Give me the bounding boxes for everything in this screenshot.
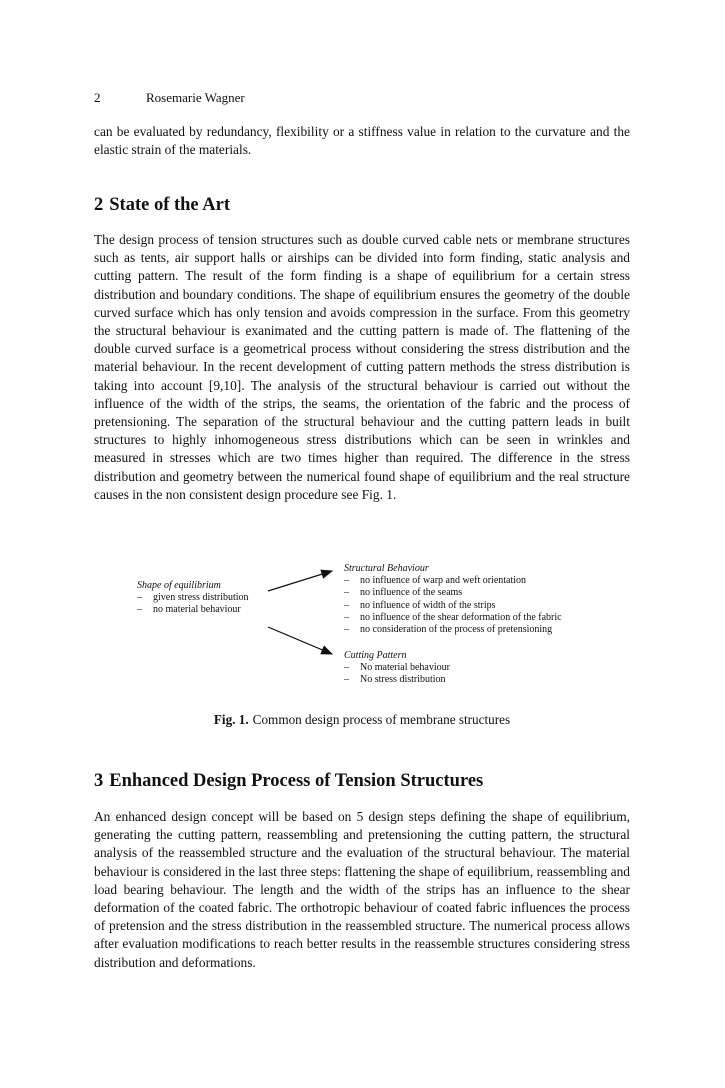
section-3-body: An enhanced design concept will be based on 5 design steps defining the shape of equilibrium, generating the cutting pattern, reassembling and pretensioning the cutting pattern, the structural analysis of the reassembled structure and the evaluation of the structural behaviour. The material behaviour is considered in the last three steps: flattening the shape of equilibrium, reassembling and load bearing behaviour. The length and the width of the strips has an influence to the shear deformation of the coated fabric. The orthotropic behaviour of coated fabric influences the process of pretension and the stress distribution in the reassembled structure. The numerical process allows after evaluation modifications to reach better results in the reassemble structures considering stress distribution and deformations. [94, 809, 630, 970]
structural-box-item: – no influence of warp and weft orientation [344, 575, 562, 587]
structural-box-title: Structural Behaviour [344, 563, 429, 574]
section-3-title: Enhanced Design Process of Tension Structures [109, 771, 484, 791]
section-2-body: The design process of tension structures such as double curved cable nets or membrane structures such as tents, air support halls or airships can be divided into form finding, static analysis and cutting pattern. The result of the form finding is a shape of equilibrium for a certain stress distribution and boundary conditions. The shape of equilibrium ensures the geometry of the double curved surface which has only tension and avoids compression in the surface. From this geometry the structural behaviour is exanimated and the cutting pattern is made of. The flattening of the double curved surface is a geometrical process without considering the stress distribution and the material behaviour. In the recent development of cutting pattern methods the stress distribution is taking into account [9,10]. The analysis of the structural behaviour is carried out without the influence of the width of the strips, the seams, the orientation of the fabric and the process of pretensioning. The separation of the structural behaviour and the cutting pattern leads in built structures to highly inhomogeneous stress distributions which can be seen in wrinkles and measured in stresses which are two times higher than required. The difference in the stress distribution and geometry between the numerical found shape of equilibrium and the real structure causes in the non consistent design procedure see Fig. 1. [94, 232, 630, 502]
structural-box-item: – no consideration of the process of pretensioning [344, 624, 562, 636]
shape-of-equilibrium-box [137, 580, 249, 617]
structural-behaviour-box [344, 563, 562, 636]
cutting-pattern-box [344, 650, 450, 687]
cutting-box-item: – No material behaviour [344, 662, 450, 674]
page-number: 2 [94, 90, 101, 105]
section-2-title: State of the Art [109, 195, 230, 215]
cutting-box-item: – No stress distribution [344, 674, 450, 686]
figure-1 [94, 558, 630, 693]
shape-box-item: – no material behaviour [137, 604, 249, 616]
caption-label: Fig. 1. [213, 712, 249, 727]
structural-box-item: – no influence of the seams [344, 587, 562, 599]
caption-text: Common design process of membrane structures [252, 712, 511, 727]
intro-paragraph: can be evaluated by redundancy, flexibility or a stiffness value in relation to the curvature and the elastic strain of the materials. [94, 124, 630, 158]
running-head [94, 90, 245, 106]
section-2-number: 2 [94, 195, 104, 215]
section-3-number: 3 [94, 771, 104, 791]
shape-box-title: Shape of equilibrium [137, 580, 221, 591]
section-2-heading [94, 195, 230, 216]
figure-1-caption [94, 712, 630, 728]
arrow-to-cutting [268, 627, 332, 654]
cutting-box-title: Cutting Pattern [344, 650, 407, 661]
arrow-to-structural [268, 571, 332, 591]
shape-box-item: – given stress distribution [137, 592, 249, 604]
section-3-heading [94, 771, 483, 792]
structural-box-item: – no influence of the shear deformation of the fabric [344, 612, 562, 624]
running-head-author: Rosemarie Wagner [146, 90, 245, 105]
structural-box-item: – no influence of width of the strips [344, 600, 562, 612]
